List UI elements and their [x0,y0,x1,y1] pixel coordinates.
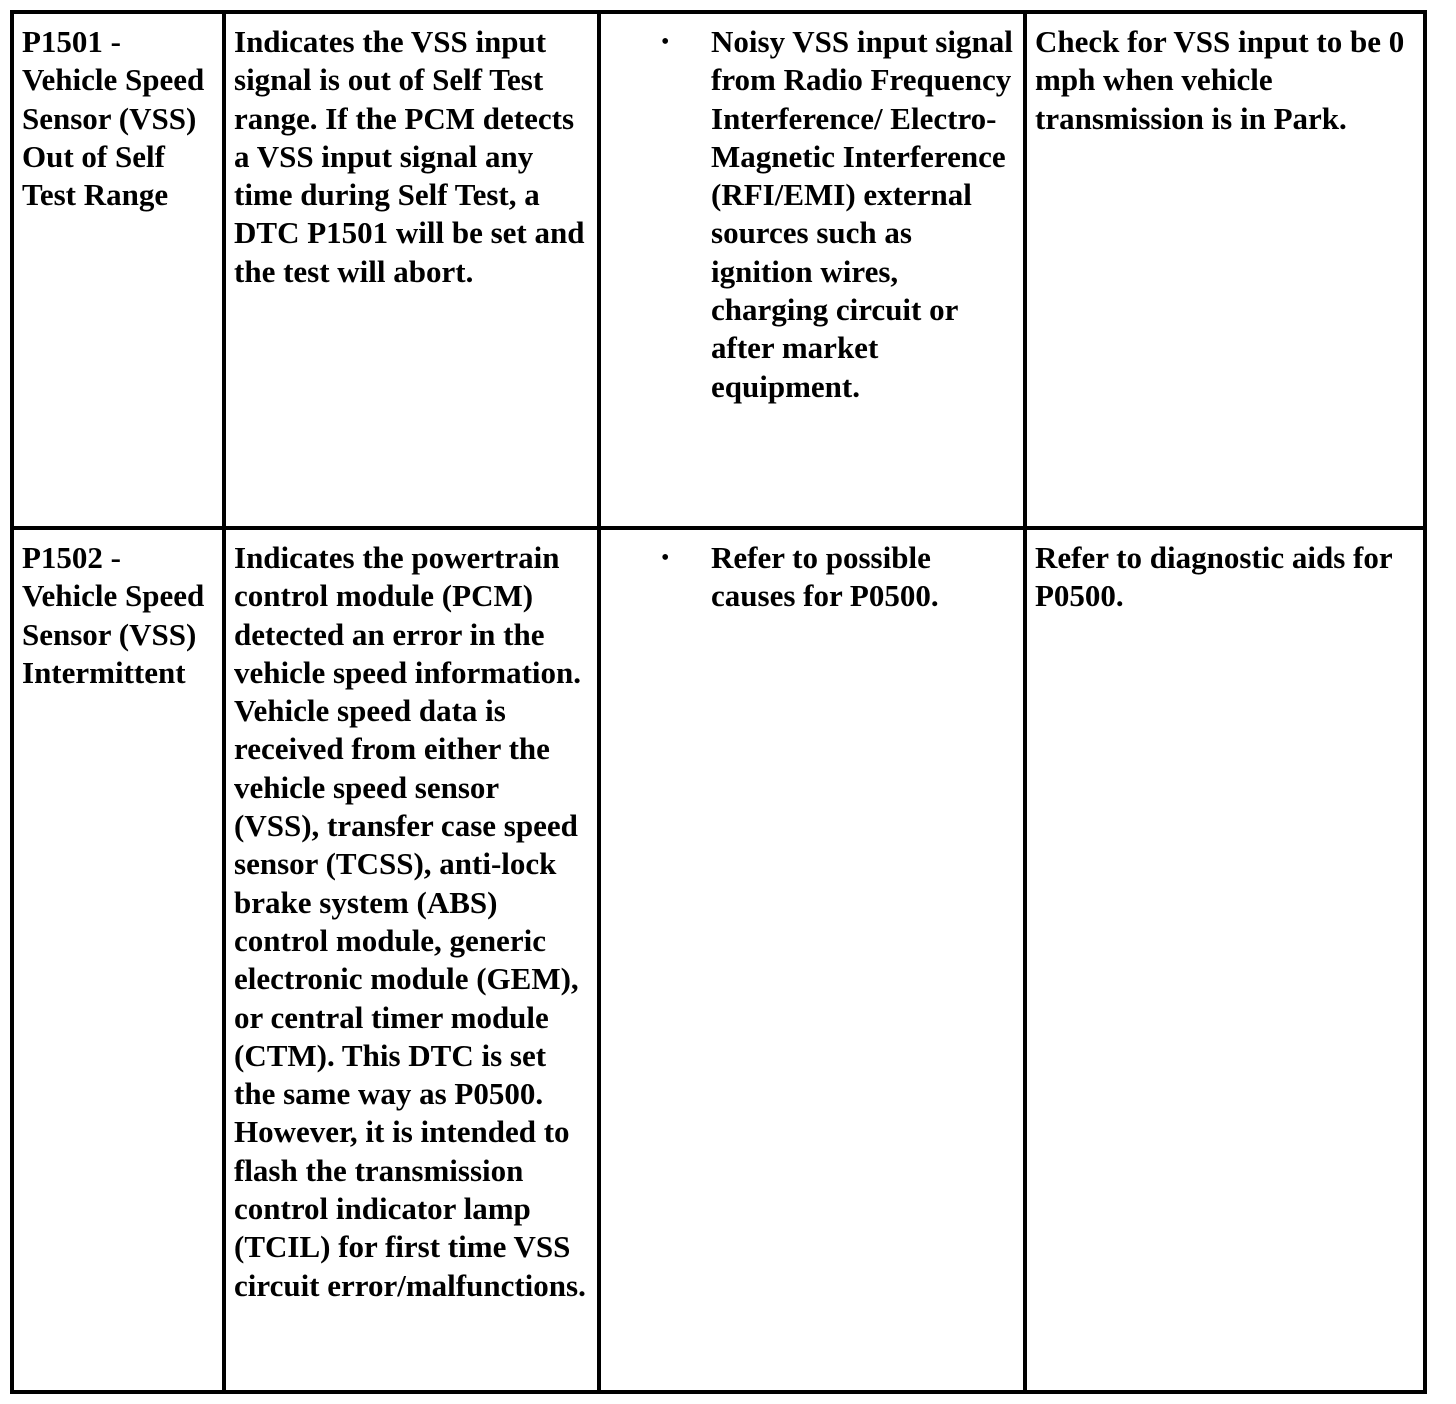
cause-list [609,539,1015,616]
table-row [12,12,1425,528]
possible-causes-cell [599,528,1025,1392]
possible-causes-cell [599,12,1025,528]
dtc-code-cell: P1502 - Vehicle Speed Sensor (VSS) Intermittent [12,528,224,1392]
bullet-icon: • [661,545,670,571]
dtc-table [10,10,1427,1394]
diagnostic-aid-cell: Refer to diagnostic aids for P0500. [1025,528,1425,1392]
cause-text: Noisy VSS input signal from Radio Frequency Interference/ Electro-Magnetic Interference (RFI/EMI) external sources such as ignition wires, charging circuit or after market equipment. [711,24,1013,404]
table-row [12,528,1425,1392]
description-cell: Indicates the VSS input signal is out of Self Test range. If the PCM detects a VSS input signal any time during Self Test, a DTC P1501 will be set and the test will abort. [224,12,599,528]
bullet-icon: • [661,29,670,55]
list-item [609,539,1015,616]
dtc-code-cell: P1501 - Vehicle Speed Sensor (VSS) Out of Self Test Range [12,12,224,528]
list-item [609,23,1015,406]
cause-text: Refer to possible causes for P0500. [711,540,939,614]
description-cell: Indicates the powertrain control module (PCM) detected an error in the vehicle speed information. Vehicle speed data is received from either the vehicle speed sensor (VSS), transfer case speed sensor (TCSS), anti-lock brake system (ABS) control module, generic electronic module (GEM), or central timer module (CTM). This DTC is set the same way as P0500. However, it is intended to flash the transmission control indicator lamp (TCIL) for first time VSS circuit error/malfunctions. [224,528,599,1392]
cause-list [609,23,1015,406]
diagnostic-aid-cell: Check for VSS input to be 0 mph when vehicle transmission is in Park. [1025,12,1425,528]
